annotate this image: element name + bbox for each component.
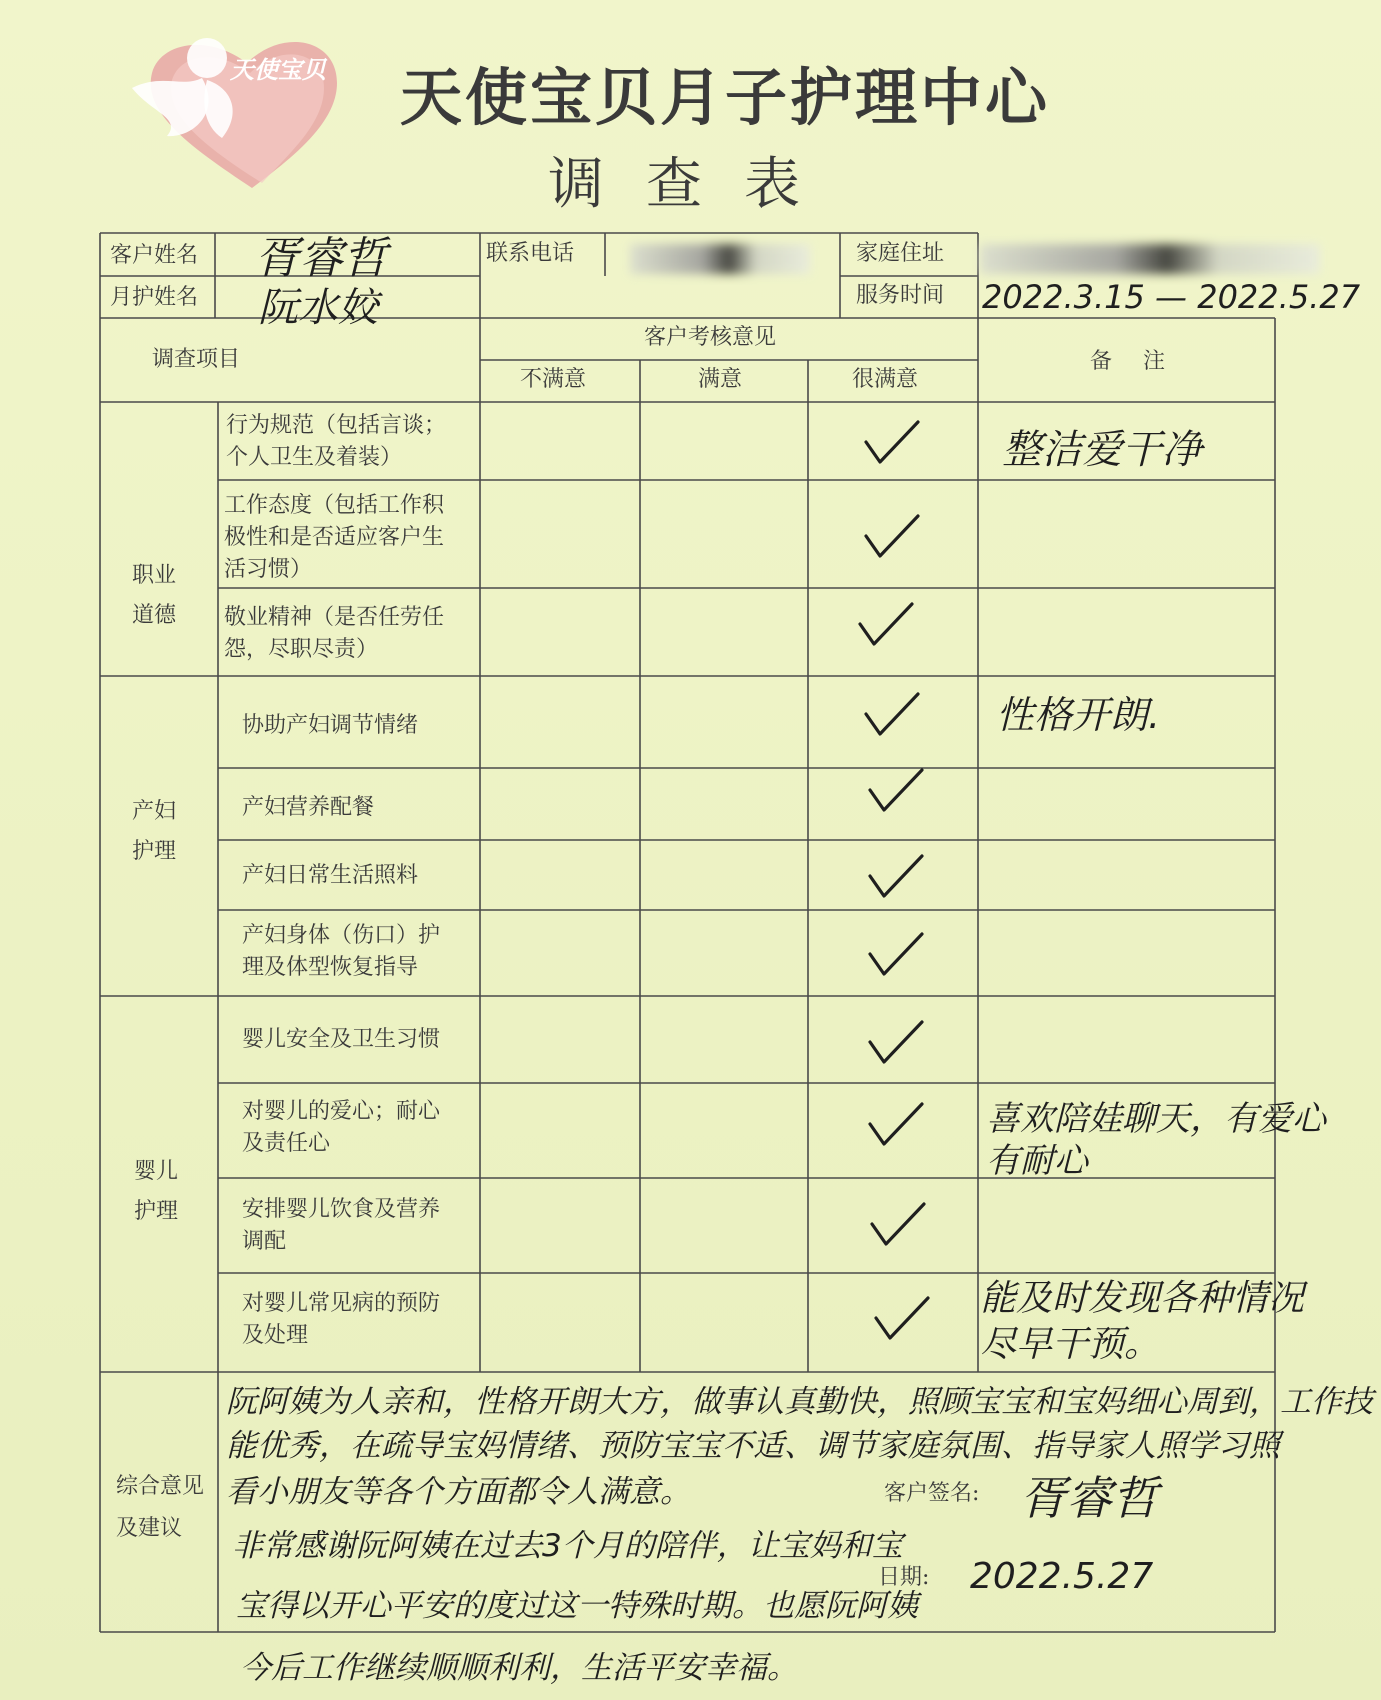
check-mark-icon bbox=[866, 1100, 926, 1150]
item-label: 协助产妇调节情绪 bbox=[242, 713, 419, 738]
summary-line: 阮阿姨为人亲和，性格开朗大方，做事认真勤快，照顾宝宝和宝妈细心周到，工作技 bbox=[226, 1384, 1373, 1420]
client-name-value: 胥睿哲 bbox=[255, 233, 387, 284]
check-mark-icon bbox=[862, 690, 922, 740]
summary-line: 宝得以开心平安的度过这一特殊时期。也愿阮阿姨 bbox=[236, 1588, 918, 1624]
check-mark-icon bbox=[866, 766, 926, 816]
summary-label: 综合意见 及建议 bbox=[116, 1474, 205, 1541]
item-label: 安排婴儿饮食及营养 调配 bbox=[242, 1197, 441, 1254]
summary-line: 非常感谢阮阿姨在过去3个月的陪伴，让宝妈和宝 bbox=[232, 1528, 903, 1564]
remark-text: 整洁爱干净 bbox=[1002, 427, 1202, 473]
item-label: 行为规范（包括言谈； 个人卫生及着装） bbox=[226, 413, 447, 470]
check-mark-icon bbox=[866, 1018, 926, 1068]
summary-line: 看小朋友等各个方面都令人满意。 bbox=[226, 1474, 691, 1510]
date-label: 日期: bbox=[878, 1565, 930, 1590]
item-label: 对婴儿的爱心；耐心 及责任心 bbox=[242, 1099, 441, 1156]
satisfied-header: 满意 bbox=[698, 367, 743, 392]
check-mark-icon bbox=[872, 1294, 932, 1344]
signature-value: 胥睿哲 bbox=[1020, 1471, 1158, 1525]
section-name: 职业 道德 bbox=[132, 563, 177, 628]
page-title: 天使宝贝月子护理中心 bbox=[400, 61, 1051, 134]
phone-label: 联系电话 bbox=[486, 241, 575, 266]
item-label: 产妇日常生活照料 bbox=[242, 863, 419, 888]
remarks-header: 备 注 bbox=[1090, 349, 1177, 374]
item-label: 产妇营养配餐 bbox=[242, 795, 375, 820]
logo-text: 天使宝贝 bbox=[230, 56, 326, 84]
remark-text: 喜欢陪娃聊天，有爱心 有耐心 bbox=[986, 1099, 1326, 1181]
opinion-header: 客户考核意见 bbox=[644, 325, 777, 350]
remark-text: 性格开朗. bbox=[996, 693, 1161, 737]
summary-line: 今后工作继续顺顺利利，生活平安幸福。 bbox=[240, 1650, 798, 1686]
check-mark-icon bbox=[862, 512, 922, 562]
redacted-address bbox=[980, 244, 1320, 274]
signature-label: 客户签名: bbox=[884, 1481, 980, 1506]
summary-line: 能优秀，在疏导宝妈情绪、预防宝宝不适、调节家庭氛围、指导家人照学习照 bbox=[226, 1428, 1280, 1464]
remark-text: 能及时发现各种情况 尽早干预。 bbox=[980, 1278, 1305, 1365]
check-mark-icon bbox=[856, 600, 916, 650]
section-name: 产妇 护理 bbox=[132, 799, 177, 864]
angel-heart-logo-icon bbox=[112, 18, 372, 193]
survey-items-header: 调查项目 bbox=[152, 347, 241, 372]
item-label: 工作态度（包括工作积 极性和是否适应客户生 活习惯） bbox=[224, 493, 445, 582]
item-label: 敬业精神（是否任劳任 怨，尽职尽责） bbox=[224, 605, 445, 662]
very-satisfied-header: 很满意 bbox=[852, 367, 919, 392]
dissatisfied-header: 不满意 bbox=[520, 367, 587, 392]
check-mark-icon bbox=[866, 852, 926, 902]
nurse-name-value: 阮水姣 bbox=[258, 285, 378, 331]
check-mark-icon bbox=[862, 418, 922, 468]
item-label: 婴儿安全及卫生习惯 bbox=[242, 1027, 441, 1052]
item-label: 对婴儿常见病的预防 及处理 bbox=[242, 1291, 441, 1348]
date-value: 2022.5.27 bbox=[970, 1556, 1154, 1597]
service-time-label: 服务时间 bbox=[856, 283, 945, 308]
redacted-phone bbox=[630, 244, 810, 274]
nurse-name-label: 月护姓名 bbox=[110, 285, 199, 310]
item-label: 产妇身体（伤口）护 理及体型恢复指导 bbox=[242, 923, 441, 980]
service-time-value: 2022.3.15 — 2022.5.27 bbox=[982, 278, 1361, 316]
section-name: 婴儿 护理 bbox=[134, 1159, 179, 1224]
address-label: 家庭住址 bbox=[856, 241, 945, 266]
page-subtitle: 调查表 bbox=[548, 152, 842, 217]
check-mark-icon bbox=[866, 930, 926, 980]
client-name-label: 客户姓名 bbox=[110, 243, 199, 268]
check-mark-icon bbox=[868, 1200, 928, 1250]
